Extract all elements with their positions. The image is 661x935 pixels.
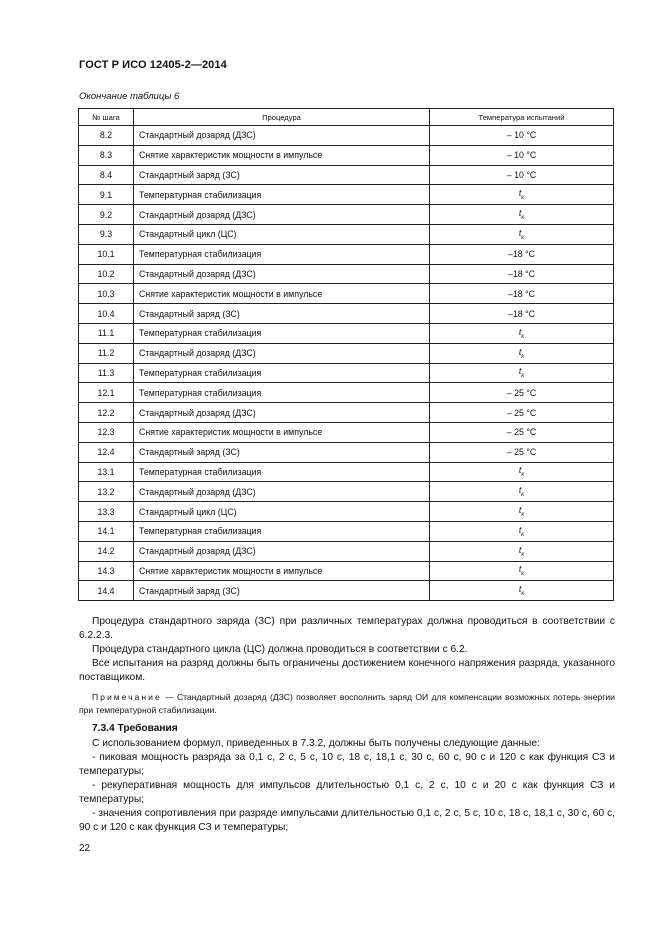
temperature-subscript: к	[521, 195, 525, 202]
step-number: 12.1	[79, 383, 134, 403]
test-temperature	[430, 363, 614, 383]
procedure-name: Температурная стабилизация	[134, 363, 430, 383]
test-temperature	[430, 482, 614, 502]
requirement-item: - значения сопротивления при разряде импульсами длительностью 0,1 с, 2 с, 5 с, 10 с, 18 с, 18,1 с, 30 с, 60 с, 90 с и 120 с как функция СЗ и температуры;	[79, 808, 615, 833]
paragraph-charge-procedure: Процедура стандартного заряда (ЗС) при различных температурах должна проводиться в соответствии с 6.2.2.3.	[79, 616, 615, 641]
step-number: 9.2	[79, 205, 134, 225]
test-temperature	[430, 304, 614, 324]
step-number: 11.2	[79, 343, 134, 363]
step-number: 9.1	[79, 185, 134, 205]
table-caption: Окончание таблицы 6	[79, 91, 180, 102]
temperature-value: t	[518, 524, 522, 535]
temperature-value: t	[518, 485, 522, 496]
column-header-temperature: Температура испытаний	[430, 109, 614, 126]
step-number: 10.4	[79, 304, 134, 324]
step-number: 13.2	[79, 482, 134, 502]
temperature-subscript: к	[521, 373, 525, 380]
temperature-value: – 25 °С	[506, 447, 537, 458]
step-number: 13.3	[79, 502, 134, 522]
test-temperature	[430, 383, 614, 403]
procedure-name: Температурная стабилизация	[134, 244, 430, 264]
step-number: 10.1	[79, 244, 134, 264]
temperature-value: t	[518, 564, 522, 575]
temperature-subscript: к	[521, 492, 525, 499]
temperature-subscript: к	[521, 472, 525, 479]
test-temperature	[430, 323, 614, 343]
table-row	[79, 541, 614, 561]
temperature-value: t	[518, 227, 522, 238]
step-number: 12.2	[79, 403, 134, 423]
temperature-value: t	[518, 208, 522, 219]
procedure-name: Снятие характеристик мощности в импульсе	[134, 145, 430, 165]
temperature-subscript: к	[521, 215, 525, 222]
test-temperature	[430, 502, 614, 522]
step-number: 8.4	[79, 165, 134, 185]
table-row	[79, 126, 614, 146]
test-temperature	[430, 343, 614, 363]
temperature-value: – 10 °С	[506, 169, 537, 180]
test-temperature	[430, 145, 614, 165]
table-row	[79, 145, 614, 165]
step-number: 12.4	[79, 442, 134, 462]
step-number: 11.1	[79, 323, 134, 343]
table-row	[79, 502, 614, 522]
procedure-name: Температурная стабилизация	[134, 521, 430, 541]
temperature-value: t	[518, 366, 522, 377]
procedure-name: Стандартный заряд (ЗС)	[134, 165, 430, 185]
procedure-name: Стандартный дозаряд (ДЗС)	[134, 264, 430, 284]
temperature-subscript: к	[521, 512, 525, 519]
note	[79, 691, 615, 716]
test-temperature	[430, 185, 614, 205]
table-row	[79, 462, 614, 482]
page-number: 22	[79, 843, 91, 854]
step-number: 14.4	[79, 581, 134, 601]
temperature-value: –18 °С	[508, 308, 535, 319]
temperature-subscript: к	[521, 333, 525, 340]
test-temperature	[430, 442, 614, 462]
table-row	[79, 363, 614, 383]
requirement-item: - пиковая мощность разряда за 0,1 с, 2 с, 5 с, 10 с, 18 с, 18,1 с, 30 с, 60 с, 90 с и 120 с как функция СЗ и температуры;	[79, 752, 615, 777]
procedure-name: Температурная стабилизация	[134, 462, 430, 482]
step-number: 14.3	[79, 561, 134, 581]
temperature-value: t	[518, 584, 522, 595]
temperature-subscript: к	[521, 571, 525, 578]
test-temperature	[430, 205, 614, 225]
temperature-value: – 10 °С	[506, 130, 537, 141]
table-row	[79, 403, 614, 423]
procedure-name: Стандартный дозаряд (ДЗС)	[134, 205, 430, 225]
procedure-name: Стандартный дозаряд (ДЗС)	[134, 403, 430, 423]
temperature-subscript: к	[521, 531, 525, 538]
table-row	[79, 165, 614, 185]
table-row	[79, 422, 614, 442]
procedure-name: Стандартный дозаряд (ДЗС)	[134, 482, 430, 502]
table-row	[79, 304, 614, 324]
temperature-value: t	[518, 505, 522, 516]
table-row	[79, 581, 614, 601]
temperature-value: –18 °С	[508, 268, 535, 279]
table-row	[79, 224, 614, 244]
test-temperature	[430, 224, 614, 244]
temperature-value: t	[518, 544, 522, 555]
procedure-name: Снятие характеристик мощности в импульсе	[134, 284, 430, 304]
table-row	[79, 244, 614, 264]
step-number: 8.3	[79, 145, 134, 165]
temperature-value: – 25 °С	[506, 427, 537, 438]
table-row	[79, 264, 614, 284]
step-number: 14.1	[79, 521, 134, 541]
note-label: Примечание	[92, 692, 162, 702]
procedure-name: Стандартный заряд (ЗС)	[134, 304, 430, 324]
table-body	[79, 126, 614, 601]
table-header-row	[79, 109, 614, 126]
procedure-name: Температурная стабилизация	[134, 383, 430, 403]
test-temperature	[430, 581, 614, 601]
procedure-name: Снятие характеристик мощности в импульсе	[134, 561, 430, 581]
procedure-name: Стандартный дозаряд (ДЗС)	[134, 541, 430, 561]
test-temperature	[430, 422, 614, 442]
procedure-name: Стандартный цикл (ЦС)	[134, 502, 430, 522]
column-header-step: № шага	[79, 109, 134, 126]
temperature-value: t	[518, 346, 522, 357]
document-header: ГОСТ Р ИСО 12405-2—2014	[79, 59, 227, 71]
table-row	[79, 185, 614, 205]
column-header-procedure: Процедура	[134, 109, 430, 126]
temperature-value: t	[518, 188, 522, 199]
procedure-name: Стандартный дозаряд (ДЗС)	[134, 343, 430, 363]
step-number: 14.2	[79, 541, 134, 561]
procedure-name: Температурная стабилизация	[134, 185, 430, 205]
table-row	[79, 442, 614, 462]
test-temperature	[430, 561, 614, 581]
temperature-value: t	[518, 465, 522, 476]
step-number: 11.3	[79, 363, 134, 383]
paragraph-cycle-procedure: Процедура стандартного цикла (ЦС) должна проводиться в соответствии с 6.2.	[92, 644, 468, 655]
table-row	[79, 205, 614, 225]
procedure-name: Температурная стабилизация	[134, 323, 430, 343]
test-temperature	[430, 126, 614, 146]
procedure-name: Стандартный цикл (ЦС)	[134, 224, 430, 244]
temperature-subscript: к	[521, 234, 525, 241]
test-temperature	[430, 541, 614, 561]
test-temperature	[430, 284, 614, 304]
section-intro: С использованием формул, приведенных в 7.3.2, должны быть получены следующие данные:	[92, 738, 540, 749]
table-row	[79, 323, 614, 343]
table-row	[79, 482, 614, 502]
test-temperature	[430, 244, 614, 264]
step-number: 9.3	[79, 224, 134, 244]
table-row	[79, 383, 614, 403]
test-temperature	[430, 403, 614, 423]
test-temperature	[430, 521, 614, 541]
temperature-value: –18 °С	[508, 249, 535, 260]
procedure-name: Стандартный дозаряд (ДЗС)	[134, 126, 430, 146]
temperature-value: –18 °С	[508, 288, 535, 299]
test-temperature	[430, 264, 614, 284]
test-temperature	[430, 165, 614, 185]
test-temperature	[430, 462, 614, 482]
note-text: — Стандартный дозаряд (ДЗС) позволяет восполнить заряд ОИ для компенсации возможных потерь энергии при температурной стабилизации.	[79, 692, 615, 715]
step-number: 13.1	[79, 462, 134, 482]
table-row	[79, 343, 614, 363]
test-steps-table	[78, 108, 614, 601]
temperature-subscript: к	[521, 591, 525, 598]
temperature-value: t	[518, 326, 522, 337]
paragraph-discharge-limit: Все испытания на разряд должны быть ограничены достижением конечного напряжения разряда, указанного поставщиком.	[79, 658, 615, 683]
table-row	[79, 284, 614, 304]
temperature-value: – 25 °С	[506, 387, 537, 398]
step-number: 8.2	[79, 126, 134, 146]
temperature-value: – 10 °С	[506, 150, 537, 161]
requirement-item: - рекуперативная мощность для импульсов длительностью 0,1 с, 2 с, 10 с и 20 с как функция СЗ и температуры;	[79, 780, 615, 805]
table-row	[79, 521, 614, 541]
temperature-subscript: к	[521, 551, 525, 558]
section-heading: 7.3.4 Требования	[92, 723, 178, 734]
table-row	[79, 561, 614, 581]
step-number: 10.3	[79, 284, 134, 304]
temperature-subscript: к	[521, 353, 525, 360]
temperature-value: – 25 °С	[506, 407, 537, 418]
procedure-name: Стандартный заряд (ЗС)	[134, 581, 430, 601]
procedure-name: Снятие характеристик мощности в импульсе	[134, 422, 430, 442]
procedure-name: Стандартный заряд (ЗС)	[134, 442, 430, 462]
step-number: 12.3	[79, 422, 134, 442]
step-number: 10.2	[79, 264, 134, 284]
